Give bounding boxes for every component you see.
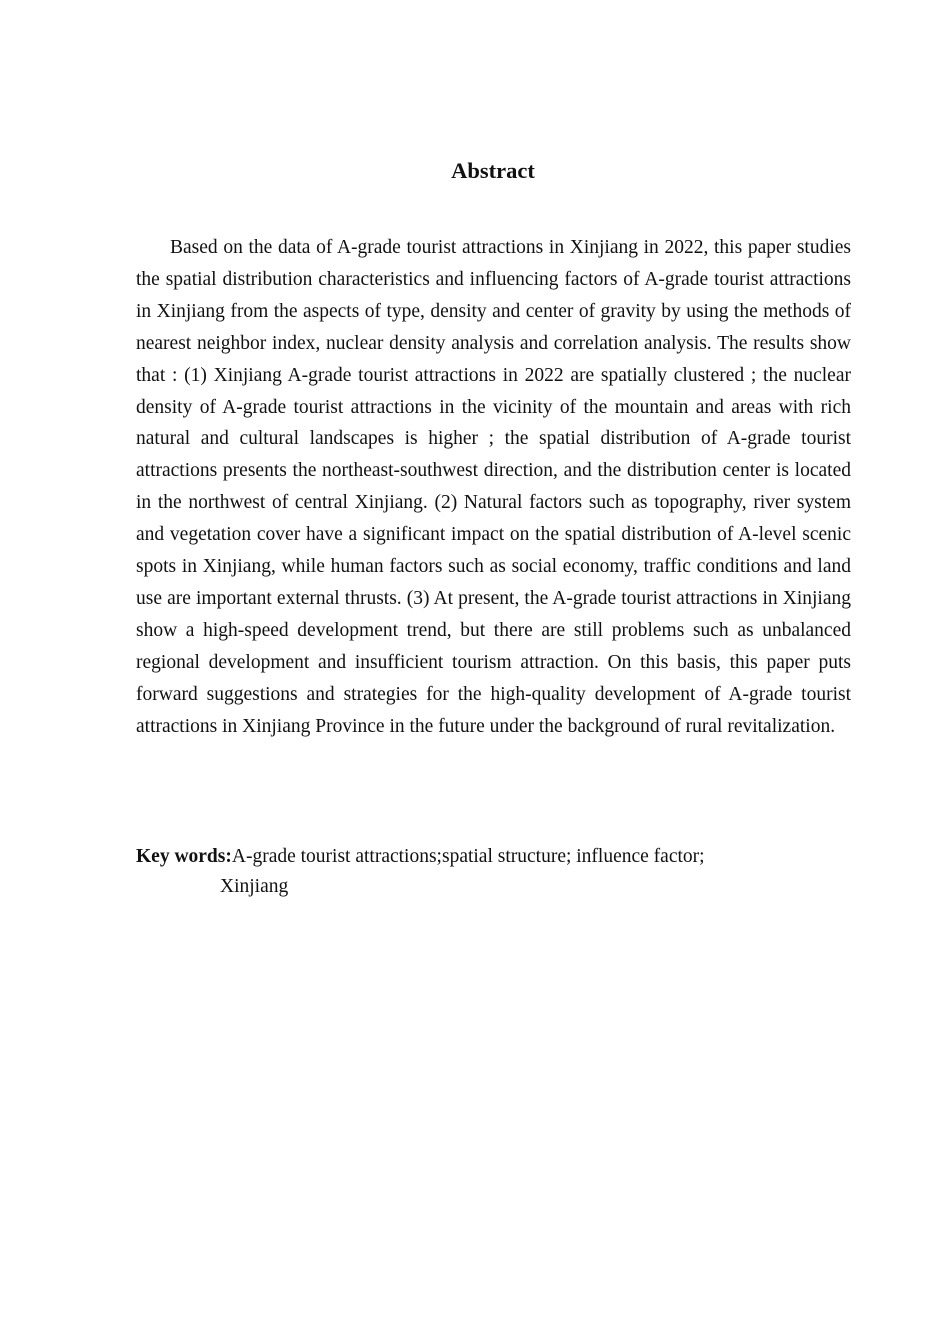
keywords-block (136, 842, 851, 902)
keywords-list-continuation: Xinjiang (220, 876, 289, 897)
abstract-paragraph: Based on the data of A-grade tourist attractions in Xinjiang in 2022, this paper studies the spatial distribution characteristics and influencing factors of A-grade tourist attractions in Xinjiang from the aspects of type, density and center of gravity by using the methods of nearest neighbor index, nuclear density analysis and correlation analysis. The results show that : (1) Xinjiang A-grade tourist attractions in 2022 are spatially clustered ; the nuclear density of A-grade tourist attractions in the vicinity of the mountain and areas with rich natural and cultural landscapes is higher ; the spatial distribution of A-grade tourist attractions presents the northeast-southwest direction, and the distribution center is located in the northwest of central Xinjiang. (2) Natural factors such as topography, river system and vegetation cover have a significant impact on the spatial distribution of A-level scenic spots in Xinjiang, while human factors such as social economy, traffic conditions and land use are important external thrusts. (3) At present, the A-grade tourist attractions in Xinjiang show a high-speed development trend, but there are still problems such as unbalanced regional development and insufficient tourism attraction. On this basis, this paper puts forward suggestions and strategies for the high-quality development of A-grade tourist attractions in Xinjiang Province in the future under the background of rural revitalization. (136, 237, 851, 737)
keywords-label: Key words: (136, 846, 232, 867)
keywords-list: A-grade tourist attractions;spatial structure; influence factor; (231, 846, 705, 867)
abstract-title: Abstract (451, 158, 535, 183)
